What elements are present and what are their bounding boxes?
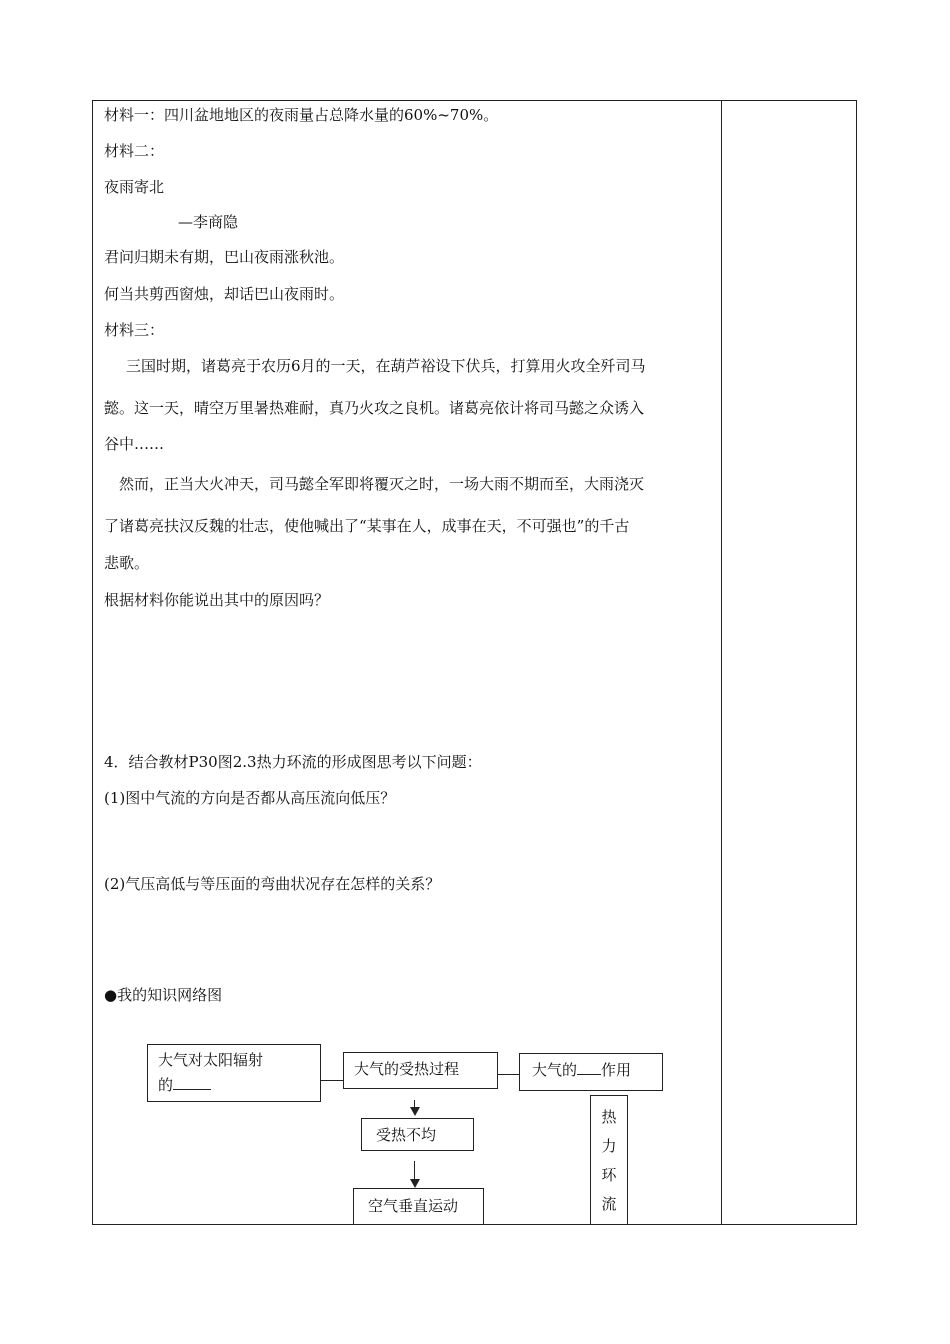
- box-uneven-heating-label: 受热不均: [376, 1126, 437, 1144]
- vbox-char-1: 热: [601, 1108, 617, 1126]
- box-solar-radiation-line-1: 大气对太阳辐射: [158, 1051, 264, 1069]
- material-3-para-1-line-1: 三国时期，诸葛亮于农历6月的一天，在葫芦裕设下伏兵，打算用火攻全歼司马: [126, 357, 646, 375]
- material-3-para-2-line-1: 然而，正当大火冲天，司马懿全军即将覆灭之时，一场大雨不期而至，大雨浇灭: [119, 475, 645, 493]
- box-heating-process-label: 大气的受热过程: [354, 1060, 460, 1078]
- material-3-label: 材料三：: [104, 321, 165, 339]
- box-uneven-heating: [361, 1118, 474, 1151]
- material-3-para-2-line-3: 悲歌。: [104, 554, 150, 572]
- box-solar-radiation: [147, 1044, 321, 1102]
- poem-title: 夜雨寄北: [104, 178, 165, 196]
- material-2-label: 材料二：: [104, 142, 165, 160]
- box-vertical-motion-label: 空气垂直运动: [368, 1197, 459, 1215]
- arrow-line-2: [414, 1161, 415, 1181]
- poem-line-1: 君问归期未有期，巴山夜雨涨秋池。: [104, 248, 345, 266]
- question-4-sub-1: (1)图中气流的方向是否都从高压流向低压？: [104, 789, 396, 807]
- material-question: 根据材料你能说出其中的原因吗？: [104, 591, 330, 609]
- table-column-divider: [721, 100, 722, 1225]
- box-solar-radiation-line-2: 的: [158, 1073, 310, 1098]
- connector-left-center: [320, 1080, 344, 1081]
- box-heating-process: [343, 1052, 498, 1089]
- connector-center-right: [497, 1074, 519, 1075]
- arrow-head-2: [410, 1179, 420, 1188]
- vbox-char-2: 力: [601, 1137, 617, 1155]
- question-4-intro: 4．结合教材P30图2.3热力环流的形成图思考以下问题：: [104, 753, 482, 771]
- box-atmosphere-effect-post: 作用: [601, 1061, 632, 1079]
- knowledge-network-heading: ●我的知识网络图: [104, 986, 223, 1004]
- material-3-para-1-line-3: 谷中……: [104, 435, 165, 453]
- box-thermal-circulation: [590, 1095, 628, 1225]
- box-vertical-motion: [353, 1188, 484, 1225]
- vbox-char-4: 流: [601, 1195, 617, 1213]
- material-3-para-2-line-2: 了诸葛亮扶汉反魏的壮志，使他喊出了“某事在人，成事在天，不可强也”的千古: [104, 517, 630, 535]
- vbox-char-3: 环: [601, 1166, 617, 1184]
- box-atmosphere-effect-pre: 大气的: [532, 1061, 578, 1079]
- box-atmosphere-effect: [519, 1053, 663, 1091]
- material-1: 材料一：四川盆地地区的夜雨量占总降水量的60%~70%。: [104, 106, 499, 124]
- material-3-para-1-line-2: 懿。这一天，晴空万里暑热难耐，真乃火攻之良机。诸葛亮依计将司马懿之众诱入: [104, 399, 645, 417]
- question-4-sub-2: (2)气压高低与等压面的弯曲状况存在怎样的关系？: [104, 875, 441, 893]
- poem-author: —李商隐: [178, 213, 239, 231]
- answer-blank-1: [173, 1075, 211, 1090]
- arrow-head-1: [410, 1107, 420, 1116]
- poem-line-2: 何当共剪西窗烛，却话巴山夜雨时。: [104, 285, 345, 303]
- answer-blank-2: [577, 1060, 601, 1075]
